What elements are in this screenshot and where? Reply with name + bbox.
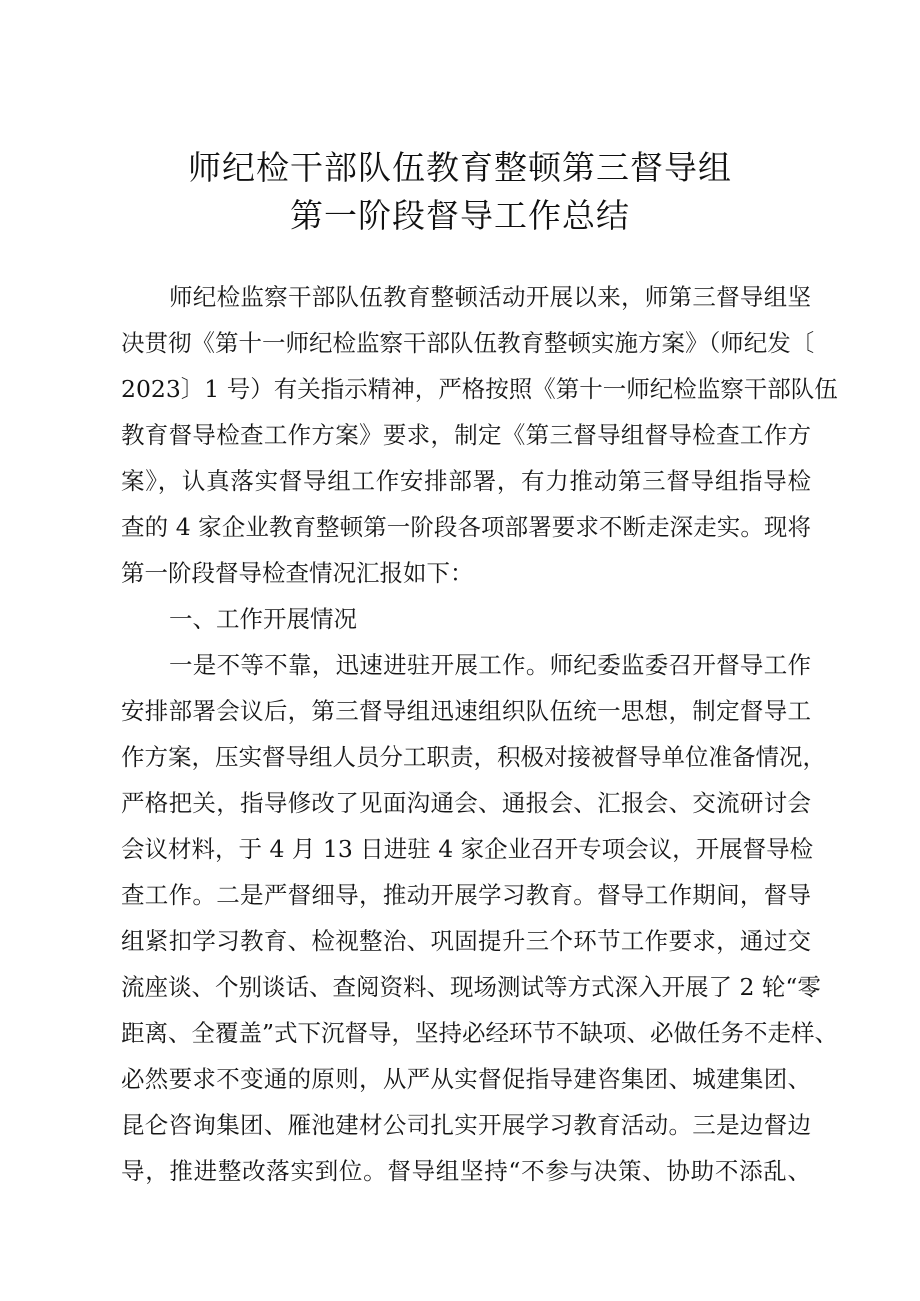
paragraph-line: 第一阶段督导检查情况汇报如下： (121, 559, 474, 587)
paragraph-line: 教育督导检查工作方案》要求，制定《第三督导组督导检查工作方 (121, 421, 811, 449)
paragraph-line: 会议材料，于 4 月 13 日进驻 4 家企业召开专项会议，开展督导检 (121, 835, 814, 863)
paragraph-line: 决贯彻《第十一师纪检监察干部队伍教育整顿实施方案》（师纪发〔 (121, 329, 815, 357)
paragraph-line: 组紧扣学习教育、检视整治、巩固提升三个环节工作要求，通过交 (121, 927, 811, 955)
paragraph-line: 查工作。二是严督细导，推动开展学习教育。督导工作期间，督导 (121, 881, 811, 909)
document-title-line-1: 师纪检干部队伍教育整顿第三督导组 (188, 148, 732, 187)
paragraph-line: 一是不等不靠，迅速进驻开展工作。师纪委监委召开督导工作 (169, 651, 811, 679)
paragraph-line: 距离、全覆盖”式下沉督导，坚持必经环节不缺项、必做任务不走样、 (121, 1019, 839, 1047)
paragraph-line: 导，推进整改落实到位。督导组坚持“不参与决策、协助不添乱、 (121, 1157, 811, 1185)
document-title-line-2: 第一阶段督导工作总结 (290, 196, 630, 235)
paragraph-line: 流座谈、个别谈话、查阅资料、现场测试等方式深入开展了 2 轮“零 (121, 973, 821, 1001)
paragraph-line: 必然要求不变通的原则，从严从实督促指导建咨集团、城建集团、 (121, 1065, 811, 1093)
paragraph-line: 昆仑咨询集团、雁池建材公司扎实开展学习教育活动。三是边督边 (121, 1111, 811, 1139)
section-heading: 一、工作开展情况 (169, 605, 357, 633)
paragraph-line: 案》，认真落实督导组工作安排部署，有力推动第三督导组指导检 (121, 467, 811, 495)
paragraph-line: 查的 4 家企业教育整顿第一阶段各项部署要求不断走深走实。现将 (121, 513, 811, 541)
paragraph-line: 安排部署会议后，第三督导组迅速组织队伍统一思想，制定督导工 (121, 697, 811, 725)
paragraph-line: 师纪检监察干部队伍教育整顿活动开展以来，师第三督导组坚 (169, 283, 811, 311)
paragraph-line: 2023〕1 号）有关指示精神，严格按照《第十一师纪检监察干部队伍 (121, 375, 838, 403)
paragraph-line: 作方案，压实督导组人员分工职责，积极对接被督导单位准备情况， (121, 743, 826, 771)
paragraph-line: 严格把关，指导修改了见面沟通会、通报会、汇报会、交流研讨会 (121, 789, 811, 817)
